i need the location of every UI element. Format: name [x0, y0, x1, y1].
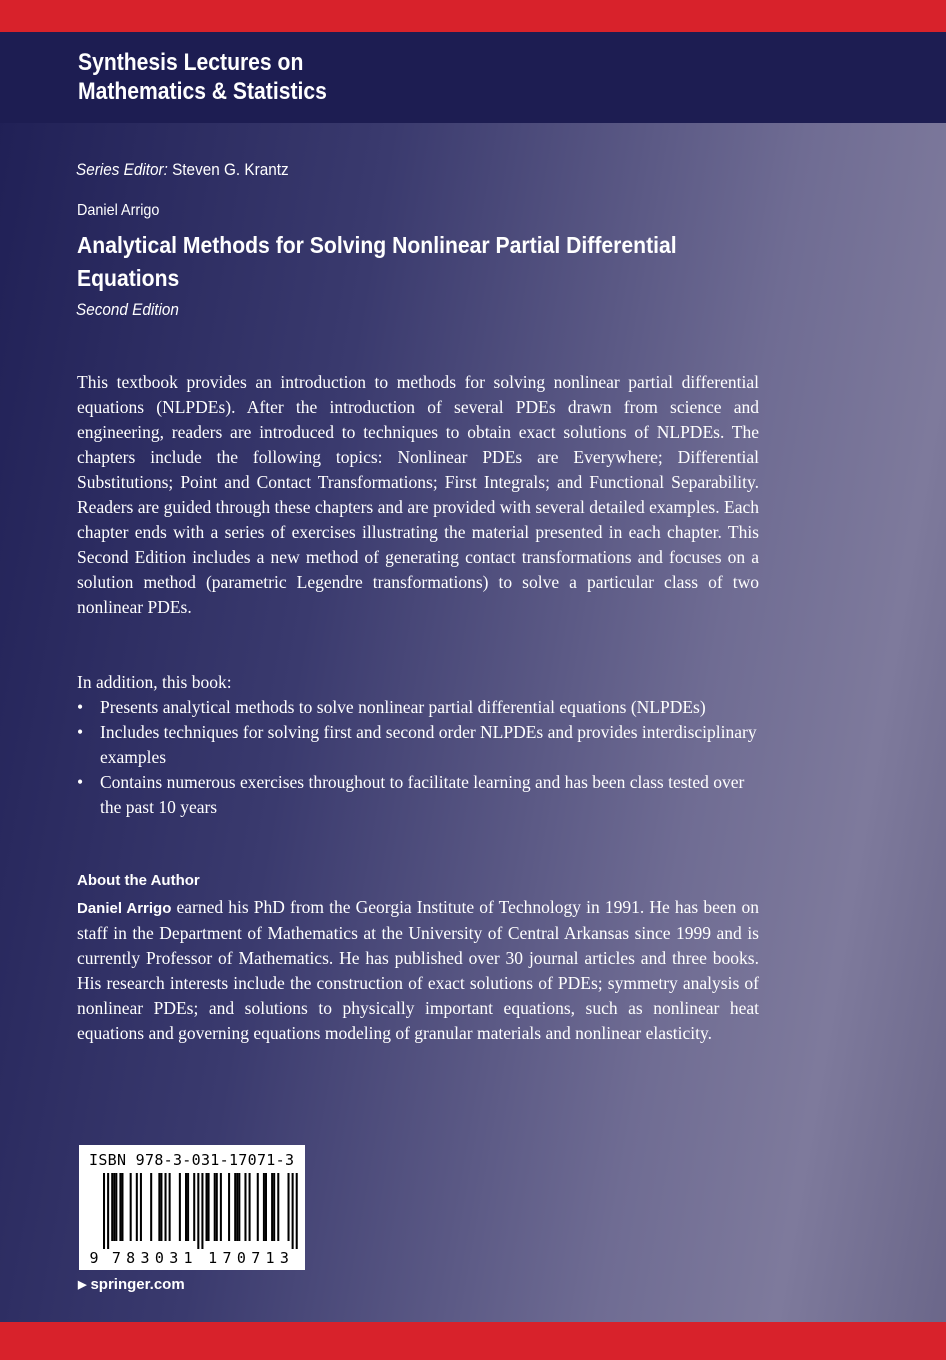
- feature-text: Presents analytical methods to solve nonlinear partial differential equations (NLPDEs): [100, 697, 706, 717]
- features-intro: In addition, this book:: [77, 672, 232, 692]
- feature-text: Contains numerous exercises throughout to facilitate learning and has been class tested over the past 10 years: [100, 772, 745, 817]
- book-title: Analytical Methods for Solving Nonlinear Partial Differential Equations: [77, 232, 677, 291]
- barcode-bar: [271, 1173, 273, 1241]
- barcode-bar: [136, 1173, 138, 1241]
- barcode-bar: [130, 1173, 132, 1241]
- barcode-bar: [292, 1173, 294, 1249]
- barcode-bar: [150, 1173, 152, 1241]
- feature-item: [77, 695, 759, 720]
- barcode-bar: [158, 1173, 160, 1241]
- about-author-name: Daniel Arrigo: [77, 900, 172, 917]
- barcode-digit: 7: [251, 1249, 261, 1267]
- barcode-bar: [257, 1173, 259, 1241]
- bullet-icon: •: [77, 722, 84, 742]
- barcode-bar: [249, 1173, 251, 1241]
- feature-item: [77, 720, 759, 770]
- barcode-graphic: [79, 1145, 305, 1270]
- publisher-website[interactable]: [78, 1276, 185, 1293]
- barcode-bar: [296, 1173, 298, 1249]
- barcode-digit: 7: [222, 1249, 232, 1267]
- barcode-bar: [206, 1173, 208, 1241]
- about-author-text: [77, 895, 759, 1046]
- barcode-bar: [193, 1173, 195, 1241]
- series-title: [78, 48, 327, 106]
- series-editor-label: Series Editor:: [76, 160, 168, 179]
- barcode-digit: 0: [154, 1249, 164, 1267]
- book-description: This textbook provides an introduction to methods for solving nonlinear partial differential equations (NLPDEs). After the introduction of several PDEs drawn from science and engineering, readers are introduced to techniques to obtain exact solutions of NLPDEs. The chapters include the following topics: Nonlinear PDEs are Everywhere; Differential Substitutions; Point and Contact Transformations; First Integrals; and Functional Separability. Readers are guided through these chapters and are provided with several detailed examples. Each chapter ends with a series of exercises illustrating the material presented in each chapter. This Second Edition includes a new method of generating contact transformations and focuses on a solution method (parametric Legendre transformations) to solve a particular class of two nonlinear PDEs.: [77, 372, 759, 617]
- bullet-icon: •: [77, 697, 84, 717]
- barcode-bar: [103, 1173, 105, 1249]
- barcode-bar: [234, 1173, 236, 1241]
- barcode-bar: [111, 1173, 113, 1241]
- barcode-digit: 1: [208, 1249, 218, 1267]
- barcode-bar: [263, 1173, 265, 1241]
- series-title-line-1: Synthesis Lectures on: [78, 49, 304, 76]
- barcode-digit: 3: [140, 1249, 150, 1267]
- barcode-bar: [179, 1173, 181, 1241]
- bullet-icon: •: [77, 772, 84, 792]
- barcode-bar: [214, 1173, 216, 1241]
- barcode-bar: [121, 1173, 123, 1241]
- barcode-digit: 1: [183, 1249, 193, 1267]
- barcode-bar: [140, 1173, 142, 1241]
- publisher-website-text: springer.com: [90, 1276, 185, 1293]
- barcode-bar: [220, 1173, 222, 1241]
- features-list: [77, 695, 759, 820]
- feature-item: [77, 770, 759, 820]
- isbn-barcode: [79, 1145, 305, 1270]
- barcode-digit: 8: [126, 1249, 136, 1267]
- barcode-digit: 7: [111, 1249, 121, 1267]
- barcode-bar: [185, 1173, 187, 1241]
- barcode-digit: 3: [169, 1249, 179, 1267]
- bottom-red-band: [0, 1322, 946, 1360]
- barcode-bar: [236, 1173, 238, 1241]
- barcode-bar: [119, 1173, 121, 1241]
- barcode-bar: [165, 1173, 167, 1241]
- barcode-bar: [238, 1173, 240, 1241]
- isbn-label: ISBN 978-3-031-17071-3: [89, 1151, 295, 1169]
- barcode-bar: [113, 1173, 115, 1241]
- barcode-bar: [201, 1173, 203, 1249]
- series-editor-name: Steven G. Krantz: [172, 160, 289, 179]
- barcode-bar: [216, 1173, 218, 1241]
- barcode-digit: 1: [265, 1249, 275, 1267]
- barcode-bar: [187, 1173, 189, 1241]
- barcode-bar: [169, 1173, 171, 1241]
- barcode-bar: [265, 1173, 267, 1241]
- barcode-bar: [208, 1173, 210, 1241]
- series-title-line-2: Mathematics & Statistics: [78, 78, 327, 105]
- about-author-bio: earned his PhD from the Georgia Institute of Technology in 1991. He has been on staff in the Department of Mathematics at the University of Central Arkansas since 1999 and is currently Professor of Mathematics. He has published over 30 journal articles and three books. His research interests include the construction of exact solutions of PDEs; symmetry analysis of nonlinear PDEs; and solutions to physically important equations, such as nonlinear heat equations and governing equations modeling of granular materials and nonlinear elasticity.: [77, 897, 759, 1043]
- barcode-bar: [277, 1173, 279, 1241]
- barcode-digit: 0: [236, 1249, 246, 1267]
- barcode-bar: [288, 1173, 290, 1241]
- barcode-digit: 3: [279, 1249, 289, 1267]
- barcode-bar: [228, 1173, 230, 1241]
- arrow-right-icon: ▶: [78, 1279, 87, 1291]
- feature-text: Includes techniques for solving first and second order NLPDEs and provides interdisciplinary examples: [100, 722, 757, 767]
- book-edition: Second Edition: [76, 300, 179, 319]
- barcode-bar: [273, 1173, 275, 1241]
- about-author-heading: About the Author: [77, 872, 200, 889]
- top-red-band: [0, 0, 946, 32]
- barcode-bar: [115, 1173, 117, 1241]
- series-editor: [76, 160, 289, 180]
- barcode-bar: [107, 1173, 109, 1249]
- barcode-digit: 9: [89, 1249, 99, 1267]
- barcode-bar: [160, 1173, 162, 1241]
- book-author: Daniel Arrigo: [77, 202, 160, 219]
- barcode-bar: [244, 1173, 246, 1241]
- barcode-bar: [197, 1173, 199, 1249]
